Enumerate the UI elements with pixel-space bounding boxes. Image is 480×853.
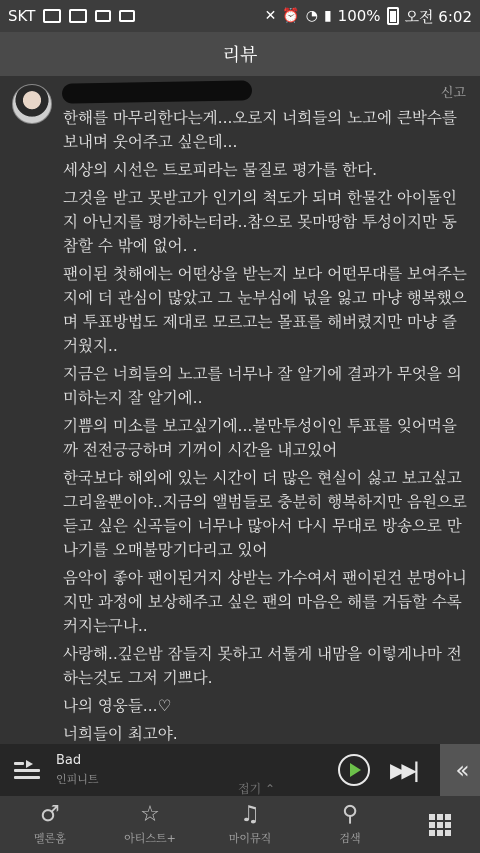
star-icon: ☆: [140, 801, 160, 827]
redacted-username: [62, 80, 252, 103]
notification-icon: [43, 9, 61, 23]
play-button[interactable]: [338, 754, 370, 786]
signal-icon: ▮: [323, 8, 332, 24]
alarm-icon: ⏰: [282, 8, 300, 24]
avatar[interactable]: [12, 84, 52, 124]
nav-label: 검색: [339, 831, 361, 845]
review-paragraph: 한국보다 해외에 있는 시간이 더 많은 현실이 싫고 보고싶고 그리울뿐이야..지금의 앨범들로 충분히 행복하지만 음원으로 듣고 싶은 신곡들이 너무나 많아서 다시 무대로 방송으로 만나기를 오매불망기다리고 있어: [63, 469, 467, 559]
review-paragraph: 그것을 받고 못받고가 인기의 척도가 되며 한물간 아이돌인지 아닌지를 평가하는터라..참으로 못마땅함 투성이지만 동참할 수 밖에 없어. .: [63, 189, 457, 255]
now-playing[interactable]: [56, 753, 99, 787]
review-paragraph: 나의 영웅들...♡: [63, 697, 172, 715]
melon-home-icon: ♂: [40, 801, 60, 827]
nav-search[interactable]: [300, 796, 400, 853]
nav-artist-plus[interactable]: [100, 796, 200, 853]
battery-percent: 100%: [337, 7, 381, 25]
title-bar: [0, 32, 480, 76]
battery-icon: [387, 7, 399, 25]
report-link[interactable]: 신고: [440, 86, 466, 101]
clipboard-icon: [119, 10, 135, 22]
mail-icon: [95, 10, 111, 22]
nav-my-music[interactable]: [200, 796, 300, 853]
review-paragraph: 팬이된 첫해에는 어떤상을 받는지 보다 어떤무대를 보여주는지에 더 관심이 많았고 그 눈부심에 넋을 잃고 마냥 행복했으며 투표방법도 제대로 모르고는 몰표를 해버렸지만 마냥 즐거웠지..: [63, 265, 467, 355]
collapse-player-button[interactable]: ‹‹: [440, 744, 480, 796]
playlist-icon[interactable]: [14, 760, 42, 780]
review-content[interactable]: [0, 76, 480, 744]
review-paragraph: 지금은 너희들의 노고를 너무나 잘 알기에 결과가 무엇을 의미하는지 잘 알기에..: [63, 365, 462, 407]
grid-menu-icon: [429, 814, 451, 836]
review-paragraph: 세상의 시선은 트로피라는 물질로 평가를 한다.: [63, 161, 378, 179]
bottom-nav: [0, 796, 480, 853]
review-paragraph: 음악이 좋아 팬이된거지 상받는 가수여서 팬이된건 분명아니지만 과정에 보상해주고 싶은 팬의 마음은 해를 거듭할 수록 커지는구나..: [63, 569, 467, 635]
review-paragraph: 너희들이 최고야.: [63, 725, 178, 743]
review-text: [63, 106, 468, 744]
page-title: 리뷰: [222, 45, 258, 66]
review-paragraph: 한해를 마무리한다는게...오로지 너희들의 노고에 큰박수를 보내며 웃어주고 싶은데...: [63, 109, 457, 151]
nav-melon-home[interactable]: [0, 796, 100, 853]
status-bar: [0, 0, 480, 32]
nav-menu[interactable]: [400, 796, 480, 853]
nav-label: 멜론홈: [34, 831, 66, 845]
review-paragraph: 사랑해..깊은밤 잠들지 못하고 서툴게 내맘을 이렇게나마 전하는것도 그저 기쁘다.: [63, 645, 462, 687]
review-paragraph: 기쁨의 미소를 보고싶기에...불만투성이인 투표를 잊어먹을까 전전긍긍하며 기꺼이 시간을 내고있어: [63, 417, 457, 459]
carrier-label: SKT: [8, 7, 36, 25]
search-icon: ⚲: [341, 801, 359, 827]
nav-label: 아티스트+: [124, 831, 176, 845]
wifi-icon: ◔: [305, 8, 318, 24]
track-title: Bad: [56, 753, 82, 768]
my-music-icon: ♫: [240, 801, 260, 827]
clock: 오전 6:02: [404, 7, 472, 26]
nav-label: 마이뮤직: [228, 831, 272, 845]
track-artist: 인피니트: [56, 773, 99, 786]
next-track-button[interactable]: ▶▶|: [390, 758, 417, 782]
fold-label[interactable]: 접기 ⌃: [238, 782, 276, 796]
mute-icon: ✕: [264, 8, 277, 24]
keyboard-icon: [69, 9, 87, 23]
